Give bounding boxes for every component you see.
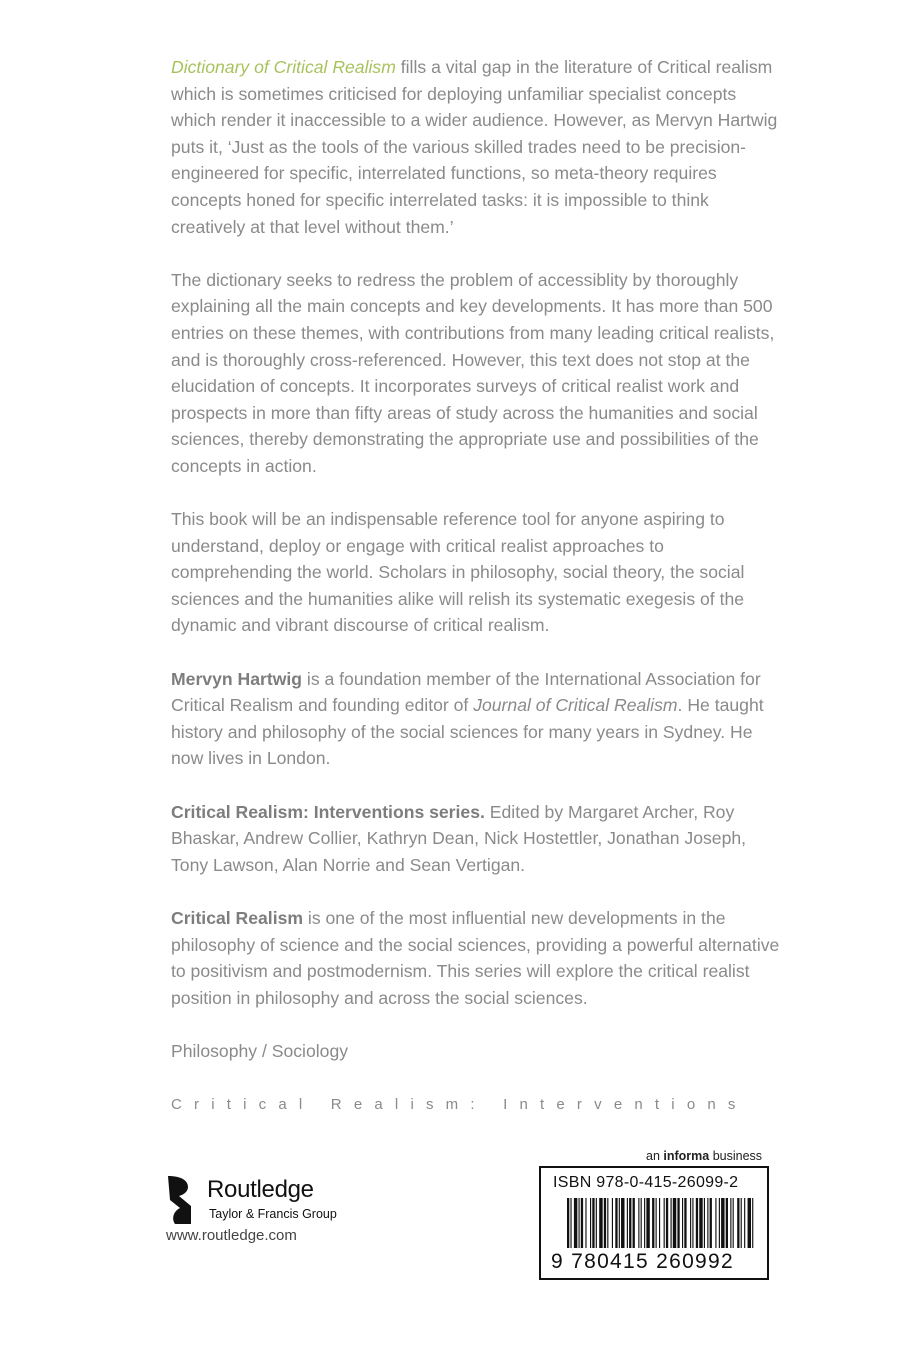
barcode-bar bbox=[581, 1198, 583, 1248]
barcode-bar bbox=[607, 1198, 608, 1248]
journal-title: Journal of Critical Realism bbox=[473, 695, 678, 716]
barcode-bar bbox=[748, 1198, 751, 1248]
series-name: Critical Realism: Interventions series. bbox=[171, 801, 485, 822]
logo-wordmark: ROUTLEDGE bbox=[153, 1124, 160, 1163]
barcode-bar bbox=[666, 1198, 668, 1248]
informa-tagline bbox=[646, 1149, 762, 1163]
author-name: Mervyn Hartwig bbox=[171, 668, 303, 689]
barcode-bar bbox=[677, 1198, 679, 1248]
barcode-bar bbox=[656, 1198, 657, 1248]
informa-suffix: business bbox=[709, 1149, 763, 1163]
author-bio bbox=[171, 666, 781, 772]
barcode-bar bbox=[619, 1198, 620, 1248]
series-editors bbox=[171, 799, 781, 879]
barcode-bar bbox=[574, 1198, 577, 1248]
barcode-bar bbox=[733, 1198, 734, 1248]
barcode-bar bbox=[596, 1198, 597, 1248]
barcode-bar bbox=[696, 1198, 698, 1248]
publisher-group: Taylor & Francis Group bbox=[209, 1207, 337, 1221]
barcode-bar bbox=[567, 1198, 569, 1248]
barcode-bar bbox=[570, 1198, 571, 1248]
isbn-barcode bbox=[539, 1166, 769, 1280]
barcode-bar bbox=[707, 1198, 708, 1248]
barcode-bar bbox=[664, 1198, 665, 1248]
barcode-bar bbox=[726, 1198, 728, 1248]
barcode-bar bbox=[592, 1198, 594, 1248]
barcode-digits: 9 780415 260992 bbox=[551, 1250, 734, 1273]
book-title-inline: Dictionary of Critical Realism bbox=[171, 57, 396, 77]
barcode-bar bbox=[627, 1198, 628, 1248]
subject-category: Philosophy / Sociology bbox=[171, 1040, 349, 1061]
barcode-bar bbox=[629, 1198, 631, 1248]
series-term: Critical Realism bbox=[171, 908, 304, 928]
barcode-bar bbox=[741, 1198, 742, 1248]
author-bio-text-a: is a foundation member of the International Association for Critical Realism and founding editor of bbox=[171, 668, 761, 716]
barcode-bar bbox=[699, 1198, 702, 1248]
barcode-bar bbox=[673, 1198, 676, 1248]
barcode-bars bbox=[567, 1198, 753, 1248]
series-editors-text: Edited by Margaret Archer, Roy Bhaskar, Andrew Collier, Kathryn Dean, Nick Hostettler, Jonathan Joseph, Tony Lawson, Alan Norrie and Sean Vertigan. bbox=[171, 801, 747, 875]
barcode-bar bbox=[719, 1198, 720, 1248]
description-paragraph-3: This book will be an indispensable reference tool for anyone aspiring to understand, deploy or engage with critical realist approaches to comprehending the world. Scholars in philosophy, social theory, the social sciences and the humanities alike will relish its systematic exegesis of the dynamic and vibrant discourse of critical realism. bbox=[171, 509, 745, 636]
barcode-bar bbox=[744, 1198, 745, 1248]
barcode-bar bbox=[646, 1198, 649, 1248]
barcode-bar bbox=[692, 1198, 693, 1248]
back-cover-text bbox=[171, 54, 781, 1091]
barcode-bar bbox=[737, 1198, 739, 1248]
series-description-text: is one of the most influential new developments in the philosophy of science and the social sciences, providing a powerful alternative to positivism and postmodernism. This series will explore the critical realist position in philosophy and across the social sciences. bbox=[171, 908, 780, 1008]
barcode-bar bbox=[730, 1198, 731, 1248]
barcode-bar bbox=[612, 1198, 613, 1248]
barcode-bar bbox=[638, 1198, 639, 1248]
barcode-bar bbox=[690, 1198, 691, 1248]
author-bio-text-b: . He taught history and philosophy of the social sciences for many years in Sydney. He now lives in London. bbox=[171, 695, 764, 769]
barcode-bar bbox=[604, 1198, 606, 1248]
barcode-bar bbox=[599, 1198, 602, 1248]
barcode-bar bbox=[633, 1198, 635, 1248]
barcode-bar bbox=[659, 1198, 660, 1248]
barcode-bar bbox=[652, 1198, 654, 1248]
barcode-bar bbox=[671, 1198, 672, 1248]
publisher-block bbox=[153, 1124, 386, 1254]
barcode-bar bbox=[621, 1198, 624, 1248]
barcode-bar bbox=[579, 1198, 580, 1248]
barcode-bar bbox=[644, 1198, 645, 1248]
barcode-bar bbox=[615, 1198, 617, 1248]
informa-brand: informa bbox=[663, 1149, 710, 1163]
barcode-bar bbox=[752, 1198, 753, 1248]
description-text-1: fills a vital gap in the literature of Critical realism which is sometimes criticised for deploying unfamiliar specialist concepts which render it inaccessible to a wider audience. However, as Mervyn Hartwig puts it, ‘Just as the tools of the various skilled trades need to be precision-engineered for specific, interrelated functions, so meta-theory requires concepts honed for specific interrelated tasks: it is impossible to think creatively at that level without them.’ bbox=[171, 57, 778, 237]
routledge-logo-icon bbox=[153, 1124, 196, 1226]
barcode-bar bbox=[710, 1198, 712, 1248]
barcode-bar bbox=[641, 1198, 642, 1248]
description-paragraph-1 bbox=[171, 54, 781, 240]
isbn-text: ISBN 978-0-415-26099-2 bbox=[553, 1174, 739, 1191]
barcode-bar bbox=[715, 1198, 716, 1248]
informa-prefix: an bbox=[646, 1149, 664, 1163]
publisher-name: Routledge bbox=[207, 1176, 314, 1203]
barcode-bar bbox=[704, 1198, 705, 1248]
description-paragraph-2: The dictionary seeks to redress the problem of accessiblity by thoroughly explaining all the main concepts and key developments. It has more than 500 entries on these themes, with contributions from many leading critical realists, and is thoroughly cross-referenced. However, this text does not stop at the elucidation of concepts. It incorporates surveys of critical realist work and prospects in more than fifty areas of study across the humanities and social sciences, thereby demonstrating the appropriate use and possibilities of the concepts in action. bbox=[171, 269, 775, 476]
barcode-bar bbox=[684, 1198, 686, 1248]
series-title-spaced: Critical Realism: Interventions bbox=[171, 1096, 748, 1113]
barcode-bar bbox=[682, 1198, 683, 1248]
publisher-url: www.routledge.com bbox=[166, 1227, 297, 1244]
barcode-bar bbox=[721, 1198, 724, 1248]
series-description bbox=[171, 905, 781, 1011]
barcode-bar bbox=[590, 1198, 591, 1248]
barcode-bar bbox=[585, 1198, 586, 1248]
